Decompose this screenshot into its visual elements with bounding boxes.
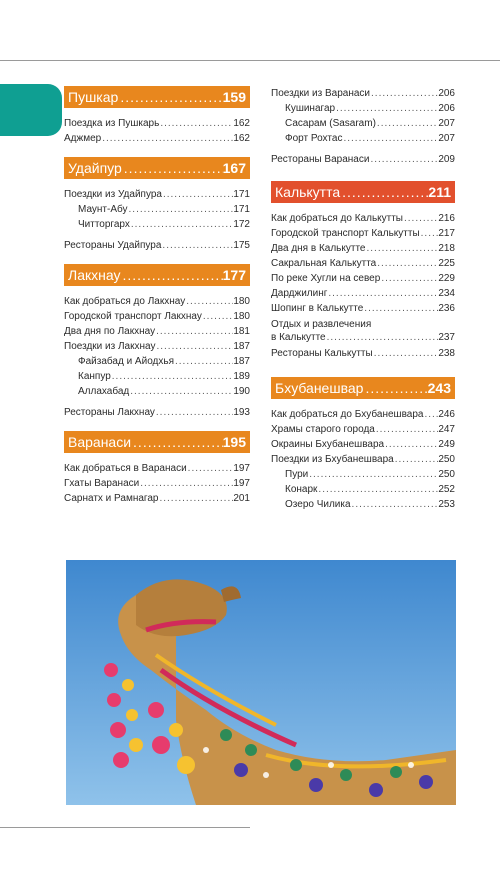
- toc-subentry[interactable]: Канпур ..... 189: [64, 369, 250, 384]
- camel-photo: [66, 560, 456, 805]
- section-title: Лакхнау: [68, 267, 121, 283]
- section-header[interactable]: [271, 181, 455, 203]
- toc-entry[interactable]: По реке Хугли на север ..... 229: [271, 271, 455, 286]
- section-page: 159: [222, 89, 246, 105]
- toc-entry[interactable]: Сарнатх и Рамнагар ..... 201: [64, 491, 250, 506]
- toc-subentry[interactable]: Конарк ..... 252: [271, 482, 455, 497]
- toc-entry[interactable]: Аджмер ..... 162: [64, 131, 250, 146]
- toc-entry[interactable]: Рестораны Лакхнау ..... 193: [64, 405, 250, 420]
- section-page: 211: [428, 184, 451, 200]
- toc-entry[interactable]: Как добраться до Лакхнау ..... 180: [64, 294, 250, 309]
- toc-entry[interactable]: Рестораны Калькутты ..... 238: [271, 346, 455, 361]
- toc-section-lucknow: [64, 264, 250, 420]
- section-header[interactable]: [64, 264, 250, 286]
- section-tab: [0, 84, 62, 136]
- toc-section-udaipur: [64, 157, 250, 253]
- toc-section-pushkar: [64, 86, 250, 146]
- toc-entry[interactable]: Рестораны Варанаси ..... 209: [271, 152, 455, 167]
- top-rule: [0, 60, 500, 61]
- section-header[interactable]: [64, 431, 250, 453]
- section-title: Варанаси: [68, 434, 132, 450]
- toc-entry[interactable]: Два дня по Лакхнау ..... 181: [64, 324, 250, 339]
- toc-entry[interactable]: Шопинг в Калькутте ..... 236: [271, 301, 455, 316]
- toc-subentry[interactable]: Кушинагар ..... 206: [271, 101, 455, 116]
- toc-entry[interactable]: Поездки из Варанаси ..... 206: [271, 86, 455, 101]
- section-page: 243: [427, 380, 451, 396]
- toc-entry[interactable]: Два дня в Калькутте ..... 218: [271, 241, 455, 256]
- toc-subentry[interactable]: Файзабад и Айодхья ..... 187: [64, 354, 250, 369]
- section-title: Пушкар: [68, 89, 119, 105]
- toc-entry[interactable]: Городской транспорт Лакхнау ..... 180: [64, 309, 250, 324]
- toc-right-column: [271, 86, 455, 523]
- toc-entry[interactable]: Рестораны Удайпура ..... 175: [64, 238, 250, 253]
- toc-subentry[interactable]: Читторгарх ..... 172: [64, 217, 250, 232]
- toc-entry[interactable]: Гхаты Варанаси ..... 197: [64, 476, 250, 491]
- section-title: Бхубанешвар: [275, 380, 364, 396]
- toc-entry[interactable]: Как добраться в Варанаси ..... 197: [64, 461, 250, 476]
- toc-entry[interactable]: Отдых и развлечения в Калькутте ..... 237: [271, 318, 455, 344]
- toc-entry[interactable]: Дарджилинг ..... 234: [271, 286, 455, 301]
- toc-subentry[interactable]: Озеро Чилика ..... 253: [271, 497, 455, 512]
- bottom-rule: [0, 827, 250, 828]
- toc-entry[interactable]: Как добраться до Калькутты ..... 216: [271, 211, 455, 226]
- toc-entry[interactable]: Как добраться до Бхубанешвара ..... 246: [271, 407, 455, 422]
- toc-entry[interactable]: Городской транспорт Калькутты ..... 217: [271, 226, 455, 241]
- toc-subentry[interactable]: Маунт-Абу ..... 171: [64, 202, 250, 217]
- section-header[interactable]: [64, 86, 250, 108]
- toc-subentry[interactable]: Форт Рохтас ..... 207: [271, 131, 455, 146]
- toc-entry[interactable]: Окраины Бхубанешвара ..... 249: [271, 437, 455, 452]
- section-header[interactable]: [271, 377, 455, 399]
- toc-entry[interactable]: Поездка из Пушкарь ..... 162: [64, 116, 250, 131]
- toc-left-column: [64, 86, 250, 517]
- toc-section-kolkata: [271, 181, 455, 361]
- toc-section-varanasi: [64, 431, 250, 506]
- toc-subentry[interactable]: Аллахабад ..... 190: [64, 384, 250, 399]
- toc-entry[interactable]: Поездки из Бхубанешвара ..... 250: [271, 452, 455, 467]
- toc-entry[interactable]: Поездки из Лакхнау ..... 187: [64, 339, 250, 354]
- section-page: 195: [222, 434, 246, 450]
- toc-subentry[interactable]: Сасарам (Sasaram) ..... 207: [271, 116, 455, 131]
- toc-varanasi-continued: [271, 86, 455, 167]
- section-page: 167: [222, 160, 246, 176]
- toc-entry[interactable]: Сакральная Калькутта ..... 225: [271, 256, 455, 271]
- toc-subentry[interactable]: Пури ..... 250: [271, 467, 455, 482]
- section-header[interactable]: [64, 157, 250, 179]
- section-page: 177: [222, 267, 246, 283]
- toc-section-bhubaneswar: [271, 377, 455, 512]
- toc-entry[interactable]: Храмы старого города ..... 247: [271, 422, 455, 437]
- section-title: Калькутта: [275, 184, 341, 200]
- section-title: Удайпур: [68, 160, 122, 176]
- toc-entry[interactable]: Поездки из Удайпура ..... 171: [64, 187, 250, 202]
